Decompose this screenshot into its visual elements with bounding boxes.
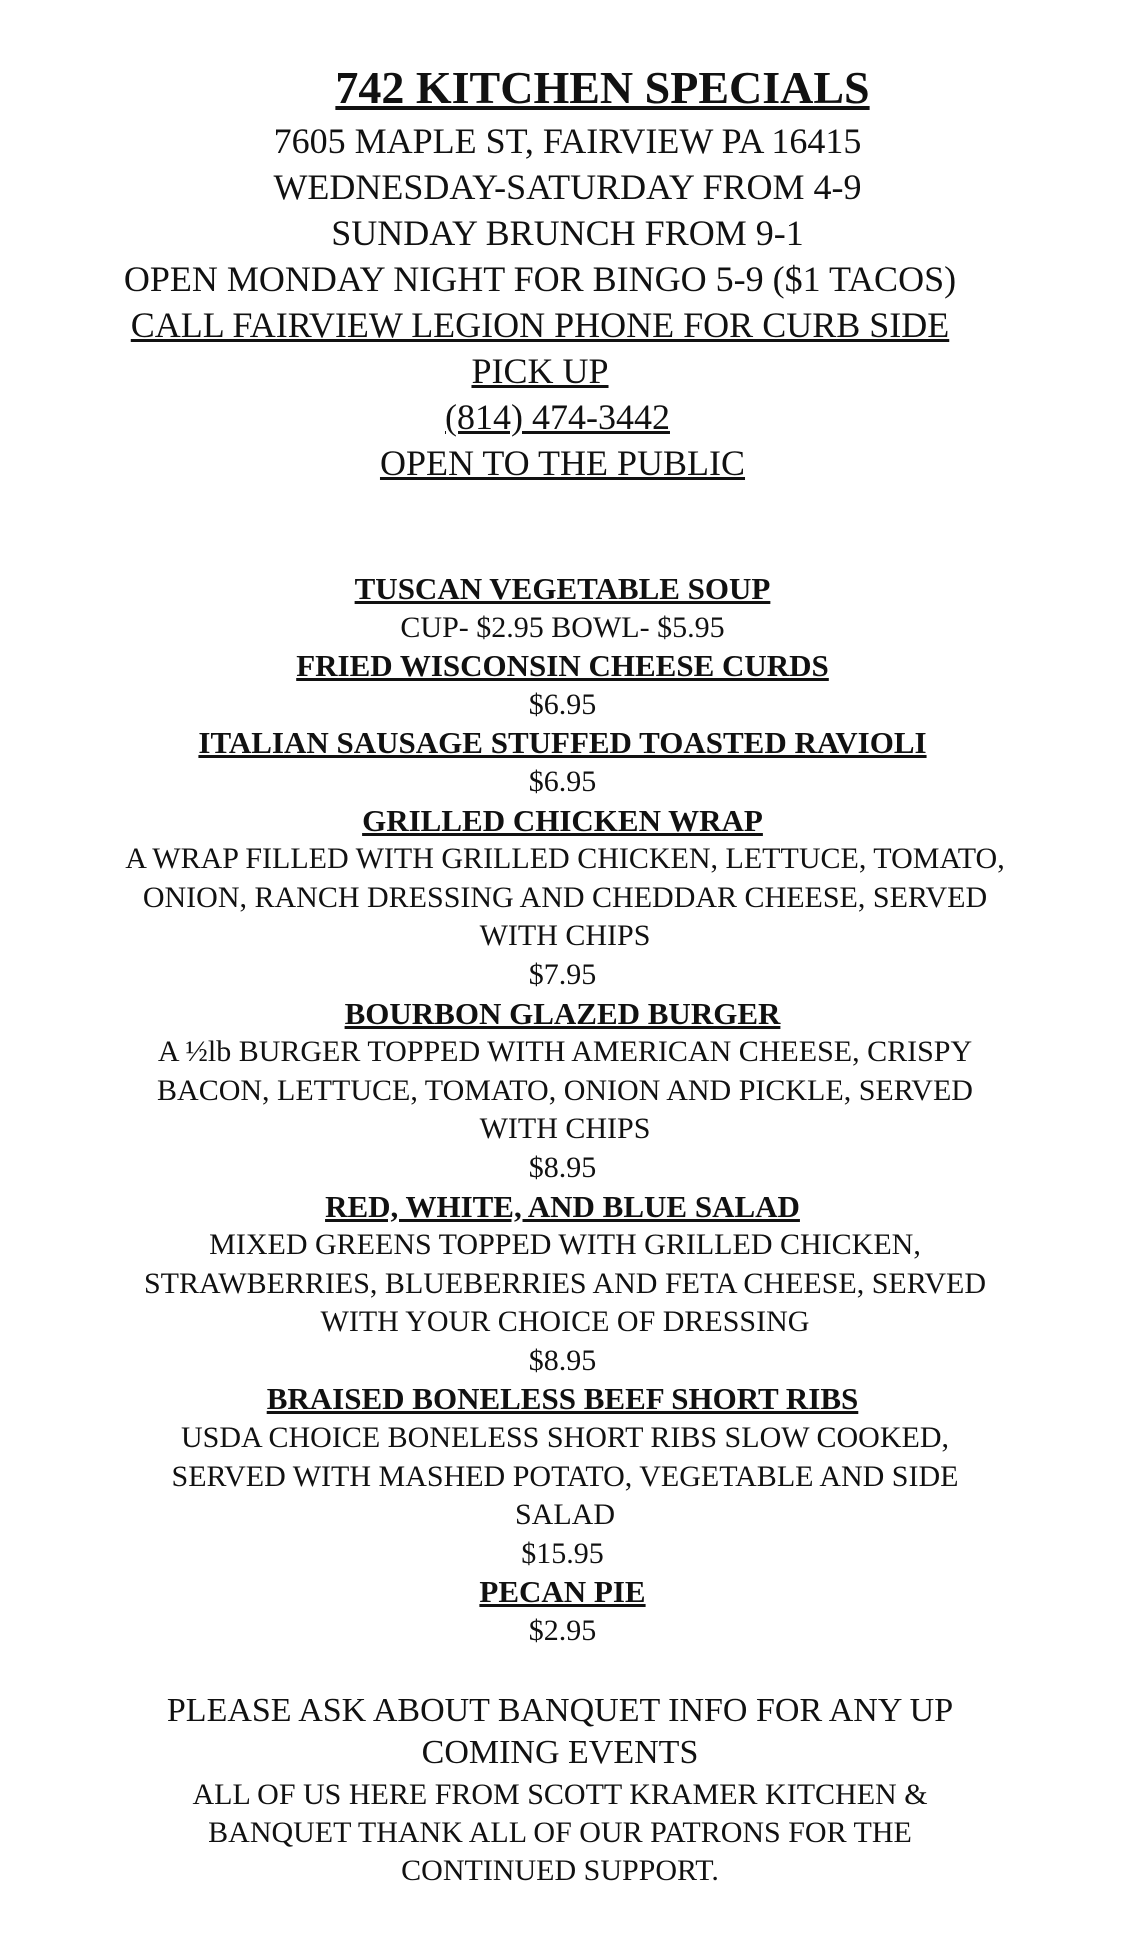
page-title: 742 KITCHEN SPECIALS <box>335 62 870 113</box>
menu-item <box>0 724 1125 801</box>
menu-item <box>0 1573 1125 1650</box>
menu-item-price: CUP- $2.95 BOWL- $5.95 <box>400 610 725 644</box>
menu-item <box>0 802 1125 995</box>
menu-item <box>0 647 1125 724</box>
menu-item-price: $8.95 <box>528 1343 597 1377</box>
open-to-public: OPEN TO THE PUBLIC <box>379 443 746 483</box>
menu-item-description: A ½lb BURGER TOPPED WITH AMERICAN CHEESE, CRISPY BACON, LETTUCE, TOMATO, ONION AND PICKLE, SERVED WITH CHIPS <box>157 1035 973 1146</box>
menu-item-description: A WRAP FILLED WITH GRILLED CHICKEN, LETTUCE, TOMATO, ONION, RANCH DRESSING AND CHEDDAR CHEESE, SERVED WITH CHIPS <box>125 842 1005 953</box>
menu-item <box>0 570 1125 647</box>
menu-item-name: BOURBON GLAZED BURGER <box>344 995 781 1031</box>
menu-list <box>0 570 1125 1651</box>
address: 7605 MAPLE ST, FAIRVIEW PA 16415 <box>273 121 862 161</box>
menu-item-price: $8.95 <box>528 1150 597 1184</box>
flyer-header <box>0 58 1125 486</box>
brunch-hours: SUNDAY BRUNCH FROM 9-1 <box>331 213 804 253</box>
menu-item-price: $7.95 <box>528 957 597 991</box>
bingo-note: OPEN MONDAY NIGHT FOR BINGO 5-9 ($1 TACOS) <box>123 259 957 299</box>
menu-item <box>0 995 1125 1188</box>
flyer-footer <box>0 1690 1125 1890</box>
curbside-note: CALL FAIRVIEW LEGION PHONE FOR CURB SIDE PICK UP <box>130 305 950 391</box>
menu-item-description: USDA CHOICE BONELESS SHORT RIBS SLOW COOKED, SERVED WITH MASHED POTATO, VEGETABLE AND SIDE SALAD <box>171 1421 959 1532</box>
phone-number: (814) 474-3442 <box>445 397 670 437</box>
menu-item-name: FRIED WISCONSIN CHEESE CURDS <box>296 648 829 684</box>
menu-item-price: $15.95 <box>521 1536 604 1570</box>
menu-item-name: TUSCAN VEGETABLE SOUP <box>354 571 771 606</box>
thank-you-note: ALL OF US HERE FROM SCOTT KRAMER KITCHEN & BANQUET THANK ALL OF OUR PATRONS FOR THE CONTINUED SUPPORT. <box>192 1778 928 1887</box>
menu-item-name: ITALIAN SAUSAGE STUFFED TOASTED RAVIOLI <box>198 725 927 761</box>
menu-item-name: GRILLED CHICKEN WRAP <box>362 802 763 838</box>
menu-item-price: $6.95 <box>528 764 597 798</box>
menu-item-price: $2.95 <box>528 1614 597 1648</box>
menu-item-name: PECAN PIE <box>479 1574 646 1610</box>
menu-item-price: $6.95 <box>528 687 597 721</box>
menu-item <box>0 1380 1125 1573</box>
banquet-note: PLEASE ASK ABOUT BANQUET INFO FOR ANY UP COMING EVENTS <box>166 1692 954 1771</box>
menu-item <box>0 1188 1125 1381</box>
menu-item-name: RED, WHITE, AND BLUE SALAD <box>325 1188 800 1224</box>
menu-item-name: BRAISED BONELESS BEEF SHORT RIBS <box>266 1381 859 1417</box>
hours: WEDNESDAY-SATURDAY FROM 4-9 <box>273 167 862 207</box>
menu-item-description: MIXED GREENS TOPPED WITH GRILLED CHICKEN, STRAWBERRIES, BLUEBERRIES AND FETA CHEESE, SERVED WITH YOUR CHOICE OF DRESSING <box>143 1228 987 1339</box>
